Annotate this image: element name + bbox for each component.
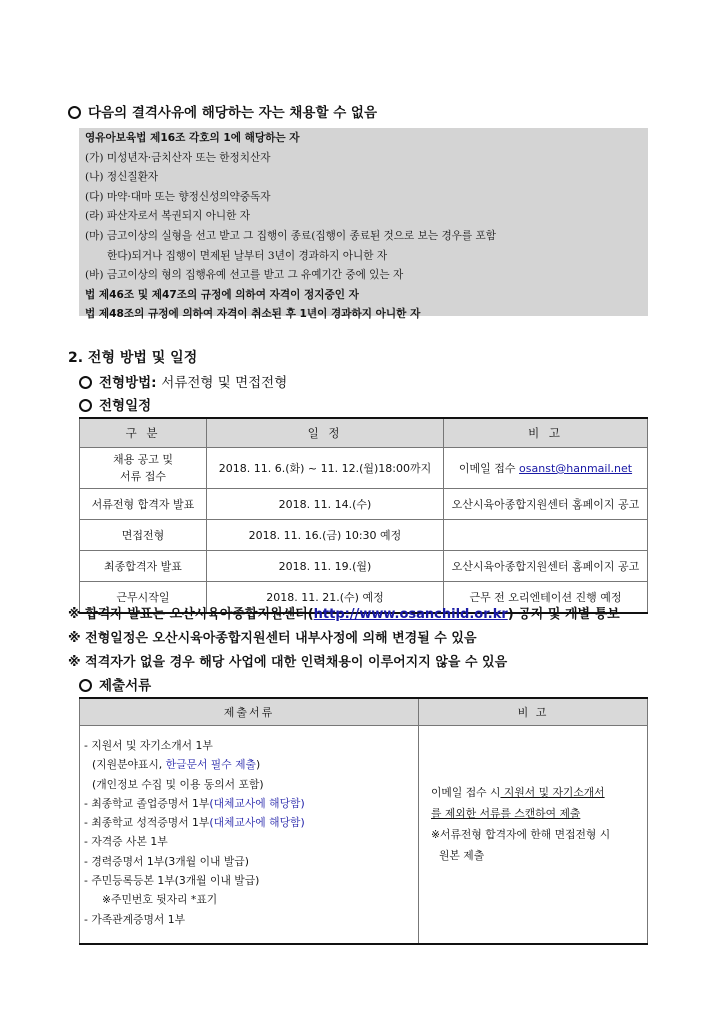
circle-bullet-icon <box>79 399 92 412</box>
note-no-candidate: ※ 적격자가 없을 경우 해당 사업에 대한 인력채용이 이루어지지 않을 수 있음 <box>68 655 508 670</box>
table-header-row <box>80 698 648 726</box>
table-row <box>80 489 648 520</box>
table-cell: 채용 공고 및 서류 접수 <box>80 448 207 489</box>
disq-line: 법 제48조의 규정에 의하여 자격이 취소된 후 1년이 경과하지 아니한 자 <box>85 308 421 321</box>
selection-method-value: 서류전형 및 면접전형 <box>161 375 288 391</box>
table-cell: 2018. 11. 6.(화) ~ 11. 12.(월)18:00까지 <box>207 448 444 489</box>
disq-line: (나) 정신질환자 <box>85 171 159 184</box>
list-item: - 가족관계증명서 1부 <box>84 912 186 926</box>
table-row <box>80 520 648 551</box>
list-item: - 주민등록등본 1부(3개월 이내 발급) <box>84 874 260 888</box>
table-header: 비 고 <box>419 698 648 726</box>
table-cell: 최종합격자 발표 <box>80 551 207 582</box>
documents-list <box>80 726 419 945</box>
table-cell: 2018. 11. 14.(수) <box>207 489 444 520</box>
disq-line: (다) 마약·대마 또는 향정신성의약중독자 <box>85 190 271 203</box>
table-cell: 근무시작일 <box>80 582 207 614</box>
website-link[interactable]: http://www.osanchild.or.kr <box>313 607 508 622</box>
disq-line: (라) 파산자로서 복권되지 아니한 자 <box>85 210 251 223</box>
table-cell: 2018. 11. 16.(금) 10:30 예정 <box>207 520 444 551</box>
email-link[interactable]: osanst@hanmail.net <box>519 462 633 475</box>
table-cell: 서류전형 합격자 발표 <box>80 489 207 520</box>
disq-line: 법 제46조 및 제47조의 규정에 의하여 자격이 정지중인 자 <box>85 288 359 301</box>
schedule-heading: 전형일정 <box>79 394 151 414</box>
table-row <box>80 551 648 582</box>
table-header: 비 고 <box>444 418 648 448</box>
note-announcement: ※ 합격자 발표는 오산시육아종합지원센터(http://www.osanchild.or.kr) 공지 및 개별 통보 <box>68 607 620 622</box>
table-cell <box>444 520 648 551</box>
table-cell: 2018. 11. 19.(월) <box>207 551 444 582</box>
table-cell: 근무 전 오리엔테이션 진행 예정 <box>444 582 648 614</box>
table-cell: 이메일 접수 osanst@hanmail.net <box>444 448 648 489</box>
list-item: - 지원서 및 자기소개서 1부 <box>84 739 213 752</box>
table-cell: 오산시육아종합지원센터 홈페이지 공고 <box>444 551 648 582</box>
remark-line: 원본 제출 <box>439 849 485 862</box>
circle-bullet-icon <box>79 679 92 692</box>
table-row <box>80 448 648 489</box>
disq-line: (마) 금고이상의 실형을 선고 받고 그 집행이 종료(집행이 종료된 것으로 보는 경우를 포함 <box>85 229 496 242</box>
remark-line: ※서류전형 합격자에 한해 면접전형 시 <box>431 828 611 841</box>
remark-line: 를 제외한 서류를 스캔하여 제출 <box>431 807 581 820</box>
table-header: 일 정 <box>207 418 444 448</box>
disq-line: 한다)되거나 집행이 면제된 날부터 3년이 경과하지 아니한 자 <box>107 249 388 262</box>
table-cell: 오산시육아종합지원센터 홈페이지 공고 <box>444 489 648 520</box>
disqualification-box <box>79 128 648 321</box>
table-header: 구 분 <box>80 418 207 448</box>
table-cell: 2018. 11. 21.(수) 예정 <box>207 582 444 614</box>
circle-bullet-icon <box>68 106 81 119</box>
list-item: (지원분야표시, 한글문서 필수 제출) <box>92 758 261 772</box>
table-header-row <box>80 418 648 448</box>
list-item: - 자격증 사본 1부 <box>84 835 168 849</box>
table-cell: 면접전형 <box>80 520 207 551</box>
table-header: 제출서류 <box>80 698 419 726</box>
list-item: ※주민번호 뒷자리 *표기 <box>102 893 218 907</box>
disq-line: 영유아보육법 제16조 각호의 1에 해당하는 자 <box>85 132 300 144</box>
list-item: - 최종학교 성적증명서 1부(대체교사에 해당함) <box>84 816 305 830</box>
table-row <box>80 726 648 945</box>
schedule-table <box>79 417 648 614</box>
list-item: - 경력증명서 1부(3개월 이내 발급) <box>84 854 249 868</box>
note-schedule-change: ※ 전형일정은 오산시육아종합지원센터 내부사정에 의해 변경될 수 있음 <box>68 631 477 646</box>
circle-bullet-icon <box>79 376 92 389</box>
documents-heading: 제출서류 <box>79 674 151 694</box>
section-title: 2. 전형 방법 및 일정 <box>68 350 198 366</box>
selection-method: 전형방법: 서류전형 및 면접전형 <box>79 371 287 391</box>
remark-line: 이메일 접수 시 지원서 및 자기소개서 <box>431 786 605 799</box>
documents-table <box>79 697 648 945</box>
disq-line: (가) 미성년자·금치산자 또는 한정치산자 <box>85 151 271 164</box>
list-item: - 최종학교 졸업증명서 1부(대체교사에 해당함) <box>84 796 305 810</box>
disq-line: (바) 금고이상의 형의 집행유예 선고를 받고 그 유예기간 중에 있는 자 <box>85 269 404 282</box>
list-item: (개인정보 수집 및 이용 동의서 포함) <box>92 777 264 791</box>
documents-remarks <box>419 726 648 945</box>
disqualification-heading: 다음의 결격사유에 해당하는 자는 채용할 수 없음 <box>68 101 377 121</box>
